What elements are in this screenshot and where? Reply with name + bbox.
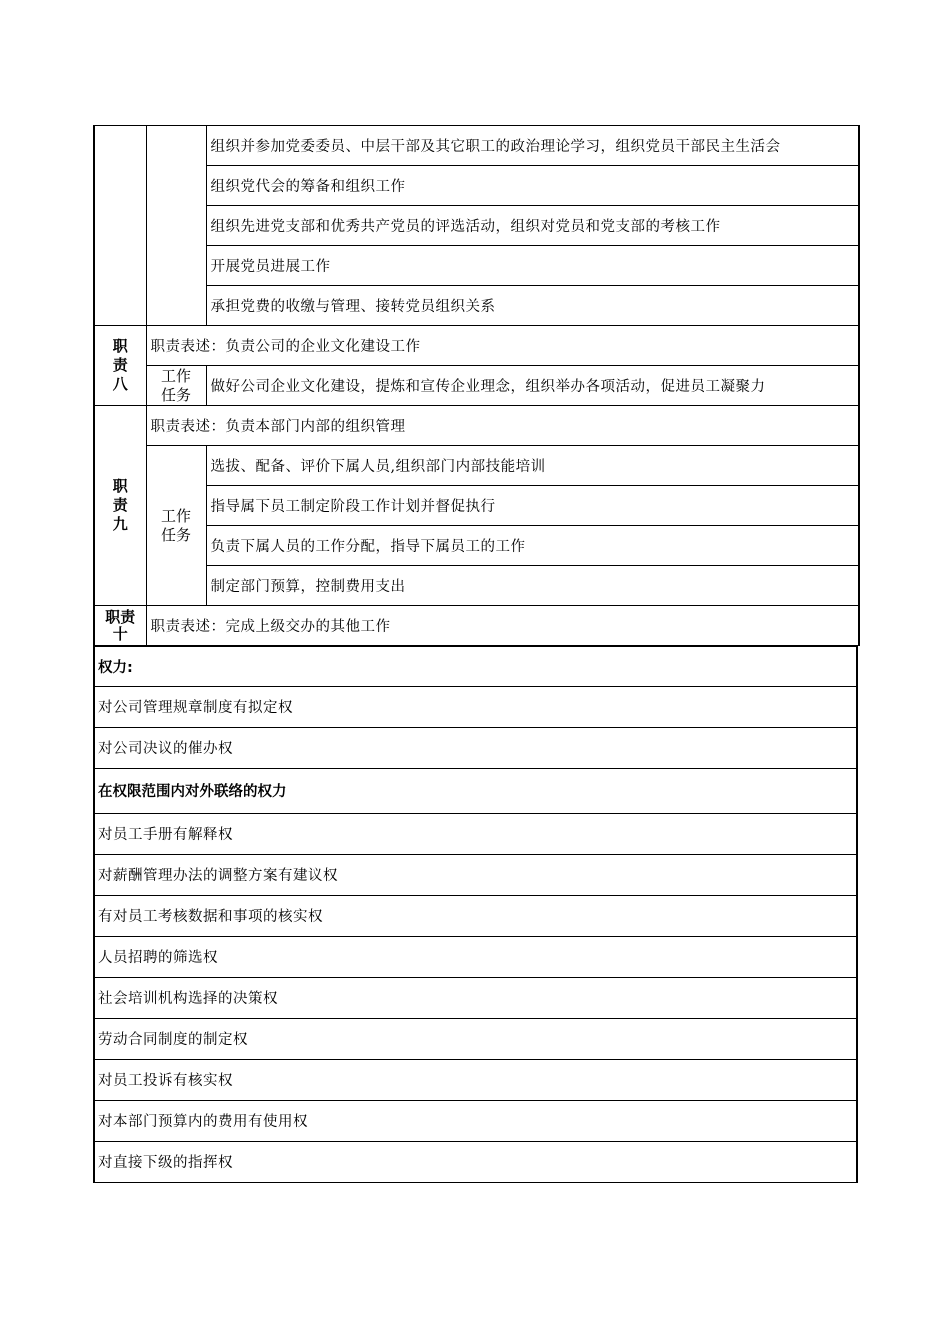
duty-8-task-label xyxy=(146,366,206,406)
power-row xyxy=(94,768,857,813)
duty-9-statement: 职责表述：负责本部门内部的组织管理 xyxy=(146,406,859,446)
task-label-cell-continued xyxy=(146,126,206,326)
duty-8-head xyxy=(94,326,146,406)
power-row xyxy=(94,1059,857,1100)
task-item: 指导属下员工制定阶段工作计划并督促执行 xyxy=(206,486,859,526)
task-item: 组织并参加党委委员、中层干部及其它职工的政治理论学习，组织党员干部民主生活会 xyxy=(206,126,859,166)
duty-9-task-label xyxy=(146,446,206,606)
power-item: 对薪酬管理办法的调整方案有建议权 xyxy=(94,854,857,895)
duty-10-statement: 职责表述：完成上级交办的其他工作 xyxy=(146,606,859,646)
power-item: 劳动合同制度的制定权 xyxy=(94,1018,857,1059)
power-item: 有对员工考核数据和事项的核实权 xyxy=(94,895,857,936)
power-row xyxy=(94,977,857,1018)
power-item: 在权限范围内对外联络的权力 xyxy=(94,768,857,813)
duty-table xyxy=(93,125,860,646)
duty-9-head-text: 职责九 xyxy=(112,477,128,533)
power-row xyxy=(94,1018,857,1059)
power-item: 人员招聘的筛选权 xyxy=(94,936,857,977)
power-item: 对公司管理规章制度有拟定权 xyxy=(94,686,857,727)
power-row xyxy=(94,813,857,854)
powers-table xyxy=(93,645,858,1183)
powers-list xyxy=(94,686,857,1182)
task-item: 开展党员进展工作 xyxy=(206,246,859,286)
duty-10-head xyxy=(94,606,146,646)
duty-8-task-label-text: 工作任务 xyxy=(160,366,191,404)
task-item: 负责下属人员的工作分配，指导下属员工的工作 xyxy=(206,526,859,566)
task-item: 制定部门预算，控制费用支出 xyxy=(206,566,859,606)
power-row xyxy=(94,686,857,727)
duty-8-head-text: 职责八 xyxy=(112,337,128,393)
task-item: 选拔、配备、评价下属人员,组织部门内部技能培训 xyxy=(206,446,859,486)
power-row xyxy=(94,936,857,977)
power-item: 对员工投诉有核实权 xyxy=(94,1059,857,1100)
duty-10-head-text: 职责十 xyxy=(105,607,136,643)
power-item: 对员工手册有解释权 xyxy=(94,813,857,854)
power-row xyxy=(94,1100,857,1141)
power-item: 对直接下级的指挥权 xyxy=(94,1141,857,1182)
power-row xyxy=(94,727,857,768)
power-row xyxy=(94,1141,857,1182)
duty-head-cell-continued xyxy=(94,126,146,326)
duty-8-statement: 职责表述：负责公司的企业文化建设工作 xyxy=(146,326,859,366)
task-item: 组织党代会的筹备和组织工作 xyxy=(206,166,859,206)
power-row xyxy=(94,854,857,895)
power-item: 社会培训机构选择的决策权 xyxy=(94,977,857,1018)
duty-9-head xyxy=(94,406,146,606)
powers-heading: 权力: xyxy=(94,646,857,686)
power-item: 对公司决议的催办权 xyxy=(94,727,857,768)
power-row xyxy=(94,895,857,936)
task-item: 做好公司企业文化建设，提炼和宣传企业理念，组织举办各项活动，促进员工凝聚力 xyxy=(206,366,859,406)
task-item: 组织先进党支部和优秀共产党员的评选活动，组织对党员和党支部的考核工作 xyxy=(206,206,859,246)
task-item: 承担党费的收缴与管理、接转党员组织关系 xyxy=(206,286,859,326)
job-description-sheet xyxy=(93,125,858,1183)
duty-9-task-label-text: 工作任务 xyxy=(160,506,191,544)
power-item: 对本部门预算内的费用有使用权 xyxy=(94,1100,857,1141)
